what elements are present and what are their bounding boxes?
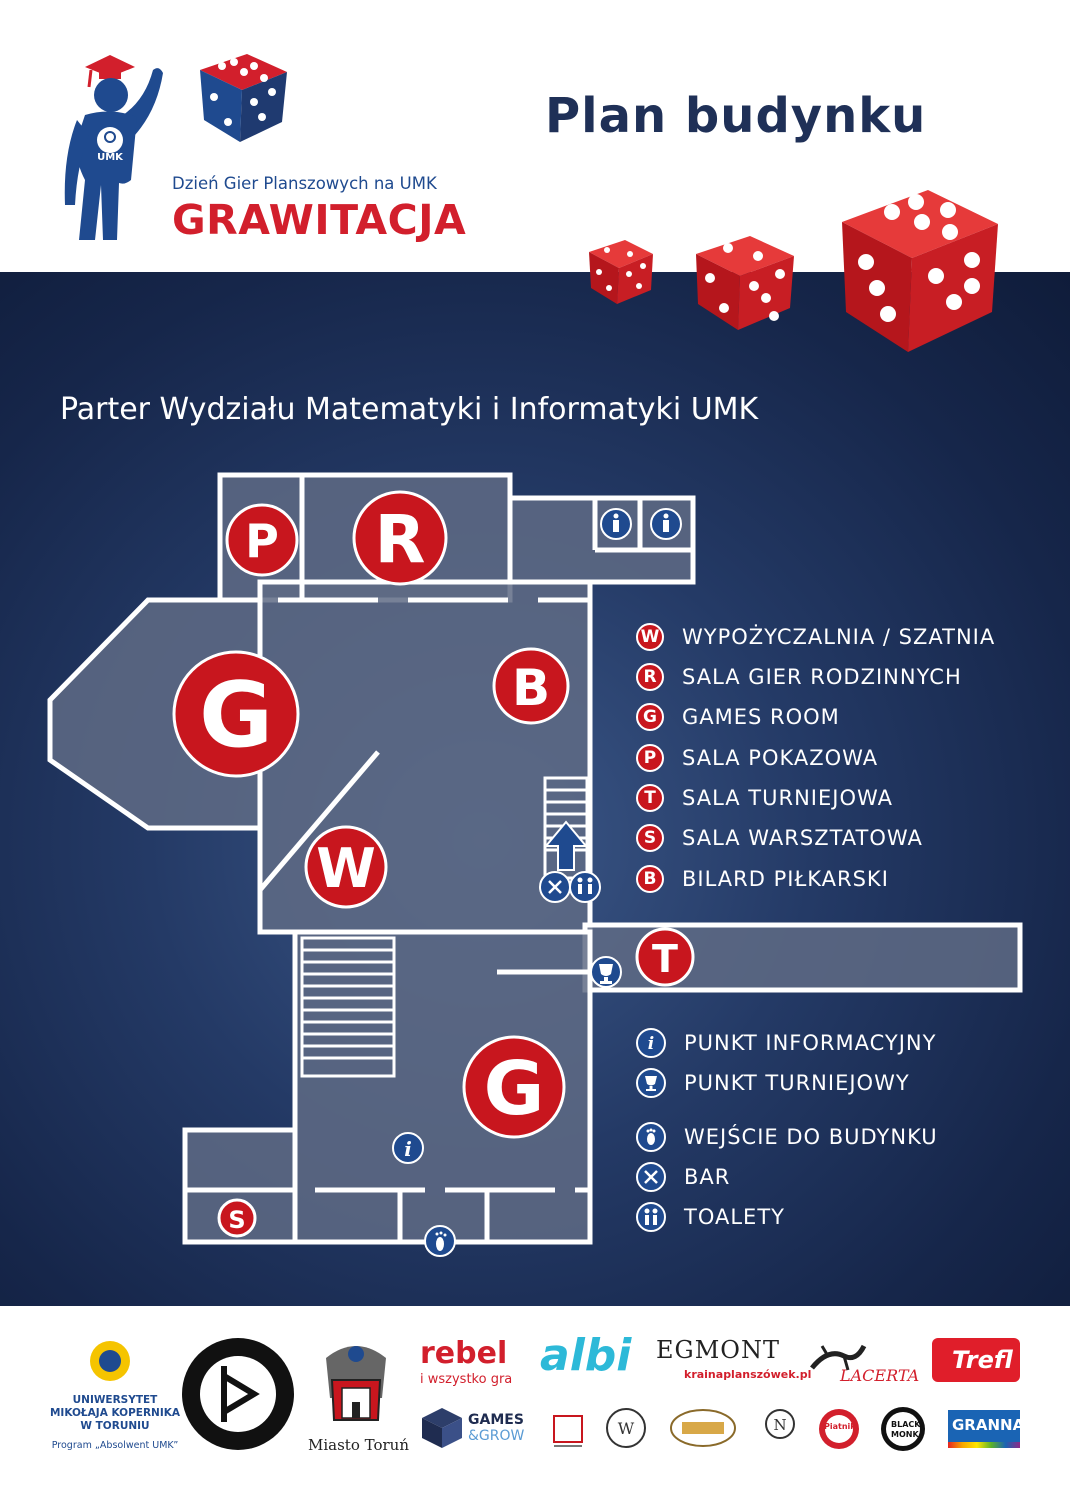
legend-badge: W	[636, 623, 664, 651]
granna-stripe	[948, 1442, 1020, 1448]
event-name: GRAWITACJA	[172, 196, 467, 244]
legend-badge: T	[636, 784, 664, 812]
legend-label: PUNKT TURNIEJOWY	[684, 1071, 910, 1095]
floor-title: Parter Wydziału Matematyki i Informatyki UMK	[60, 392, 759, 427]
legend-item	[636, 823, 923, 853]
svg-text:i: i	[404, 1137, 412, 1161]
legend-label: WEJŚCIE DO BUDYNKU	[684, 1125, 938, 1149]
umk-line: W TORUNIU	[80, 1420, 150, 1432]
legend-badge: P	[636, 744, 664, 772]
thorn-logo	[180, 1336, 296, 1452]
legend-label: SALA WARSZTATOWA	[682, 826, 923, 850]
badge-s-letter: S	[228, 1206, 246, 1234]
trophy-icon	[636, 1068, 666, 1098]
games-grow-cube-icon	[420, 1406, 464, 1450]
sponsors-footer	[0, 1306, 1070, 1500]
legend-label: PUNKT INFORMACYJNY	[684, 1031, 937, 1055]
legend-label: WYPOŻYCZALNIA / SZATNIA	[682, 625, 996, 649]
mascot-badge-text: UMK	[97, 152, 123, 163]
legend-item	[636, 1028, 936, 1058]
museum-logo	[604, 1406, 648, 1450]
black-monk-line: MONK	[891, 1430, 919, 1439]
bar-icon	[636, 1162, 666, 1192]
lacerta-logo: LACERTA	[840, 1366, 920, 1385]
umk-line: UNIWERSYTET	[72, 1394, 158, 1406]
umk-name	[45, 1394, 185, 1433]
footprint-icon	[425, 1226, 455, 1256]
bar-icon	[540, 872, 570, 902]
legend-badge: S	[636, 824, 664, 852]
rebel-tagline: i wszystko gra	[420, 1372, 513, 1387]
badge-r-letter: R	[374, 501, 426, 578]
badge-s	[219, 1200, 255, 1236]
toilets-icon	[636, 1202, 666, 1232]
badge-w-letter: W	[316, 837, 376, 900]
toilet-icon	[651, 509, 681, 539]
legend-label: GAMES ROOM	[682, 705, 840, 729]
legend-label: BAR	[684, 1165, 731, 1189]
legend-item	[636, 1122, 938, 1152]
legend-item	[636, 622, 995, 652]
badge-g-top	[174, 652, 298, 776]
svg-text:N: N	[773, 1416, 787, 1434]
granna-logo: GRANNA	[952, 1416, 1025, 1434]
umk-line: MIKOŁAJA KOPERNIKA	[49, 1407, 180, 1419]
egmont-logo: EGMONT	[656, 1336, 780, 1364]
black-monk-line: BLACK	[891, 1420, 921, 1429]
legend-item	[636, 743, 878, 773]
badge-b	[494, 649, 568, 723]
page-title: Plan budynku	[545, 88, 927, 144]
legend-label: TOALETY	[684, 1205, 785, 1229]
info-icon	[636, 1028, 666, 1058]
info-icon	[393, 1133, 423, 1163]
badge-r	[354, 492, 446, 584]
badge-g-top-letter: G	[199, 663, 273, 768]
badge-b-letter: B	[511, 659, 551, 717]
legend-badge: R	[636, 663, 664, 691]
legend-item	[636, 1202, 785, 1232]
badge-g-bottom-letter: G	[483, 1046, 545, 1132]
badge-t	[637, 929, 693, 985]
legend-label: SALA GIER RODZINNYCH	[682, 665, 962, 689]
library-logo	[550, 1410, 586, 1450]
legend-label: SALA POKAZOWA	[682, 746, 879, 770]
trophy-icon	[591, 957, 621, 987]
legend-item	[636, 864, 889, 894]
umk-logo	[85, 1336, 135, 1386]
badge-t-letter: T	[652, 937, 678, 981]
toilets-icon	[570, 872, 600, 902]
torun-coat-of-arms	[318, 1338, 394, 1424]
black-monk-label	[891, 1420, 921, 1440]
legend-badge: G	[636, 703, 664, 731]
piatnik-label: Piatnik	[824, 1422, 856, 1431]
toilet-icon	[601, 509, 631, 539]
legend-item	[636, 1068, 910, 1098]
badge-g-bottom	[464, 1037, 564, 1137]
event-subtitle: Dzień Gier Planszowych na UMK	[172, 174, 437, 193]
albi-logo: albi	[540, 1330, 632, 1381]
rebel-logo: rebel	[420, 1336, 508, 1371]
umk-program: Program „Absolwent UMK”	[51, 1440, 179, 1451]
badge-w	[306, 827, 386, 907]
legend-item	[636, 783, 893, 813]
legend-item	[636, 662, 962, 692]
badge-p-letter: P	[245, 514, 279, 568]
legend-label: SALA TURNIEJOWA	[682, 786, 893, 810]
legend-badge: B	[636, 865, 664, 893]
svg-text:W: W	[617, 1419, 635, 1438]
bookstore-logo	[758, 1406, 802, 1450]
gaming-club-logo	[668, 1406, 738, 1450]
footprint-icon	[636, 1122, 666, 1152]
city-name: Miasto Toruń	[308, 1436, 409, 1454]
games-grow-logo: &GROW	[468, 1428, 525, 1444]
games-grow-logo: GAMES	[468, 1412, 524, 1428]
legend-item	[636, 1162, 730, 1192]
badge-p	[227, 505, 297, 575]
legend-label: BILARD PIŁKARSKI	[682, 867, 889, 891]
trefl-logo: Trefl	[952, 1346, 1013, 1374]
legend-item	[636, 702, 840, 732]
egmont-site: krainaplanszówek.pl	[684, 1368, 812, 1381]
svg-text:i: i	[647, 1034, 655, 1053]
